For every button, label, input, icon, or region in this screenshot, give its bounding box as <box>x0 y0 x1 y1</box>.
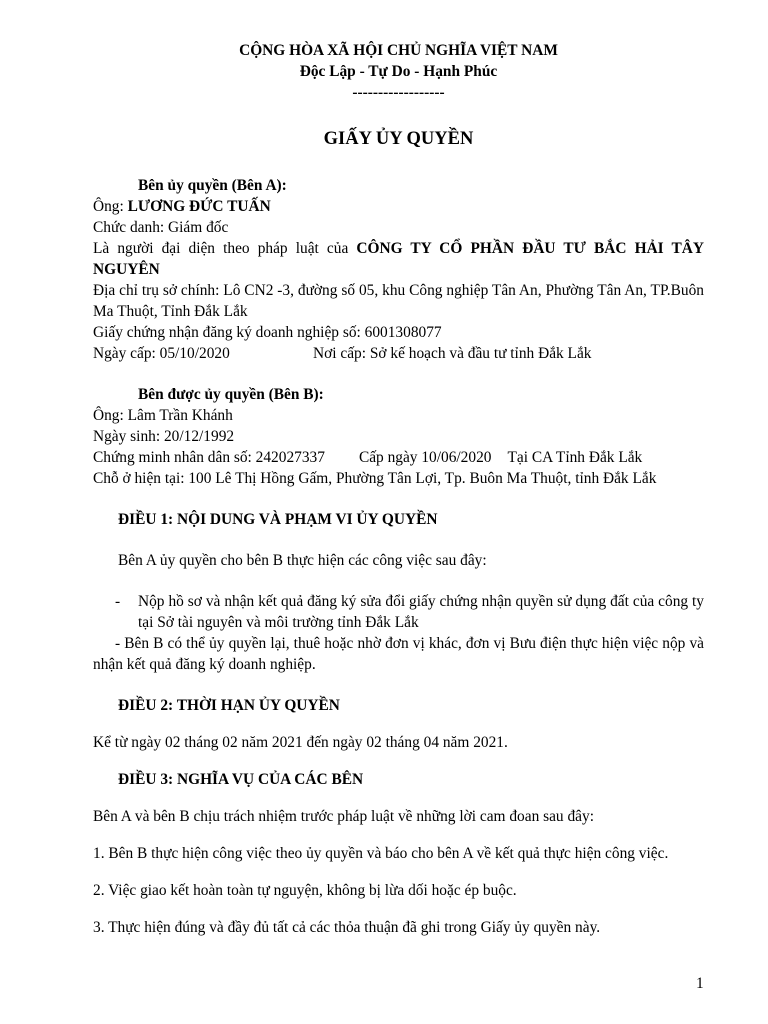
article-1-item-1-text: Nộp hồ sơ và nhận kết quả đăng ký sửa đổi giấy chứng nhận quyền sử dụng đất của công ty tại Sở tài nguyên và môi trường tỉnh Đắk Lắk <box>138 593 704 631</box>
party-a-name-label: Ông: <box>93 198 128 215</box>
party-a-position: Chức danh: Giám đốc <box>93 219 229 236</box>
header-divider: ------------------ <box>352 84 445 101</box>
article-1-item-1 <box>93 591 704 633</box>
party-b-id-date: Cấp ngày 10/06/2020 <box>358 449 492 466</box>
party-b-id-line <box>93 447 704 468</box>
party-a-company: CÔNG TY CỔ PHẦN ĐẦU TƯ BẮC HẢI TÂY NGUYÊN <box>93 240 704 278</box>
party-b-id-no: Chứng minh nhân dân số: 242027337 <box>93 449 325 466</box>
article-1-heading: ĐIỀU 1: NỘI DUNG VÀ PHẠM VI ỦY QUYỀN <box>118 511 438 528</box>
article-2-heading: ĐIỀU 2: THỜI HẠN ỦY QUYỀN <box>118 697 340 714</box>
party-a-issue-place: Nơi cấp: Sở kế hoạch và đầu tư tỉnh Đắk Lắk <box>313 345 592 362</box>
party-a-rep-label: Là người đại diện theo pháp luật của <box>93 240 357 257</box>
article-3-item-2: 2. Việc giao kết hoàn toàn tự nguyện, không bị lừa dối hoặc ép buộc. <box>93 882 517 899</box>
article-1-item-2: - Bên B có thể ủy quyền lại, thuê hoặc nhờ đơn vị khác, đơn vị Bưu điện thực hiện việc nộp và nhận kết quả đăng ký doanh nghiệp. <box>93 635 704 673</box>
party-a-license: Giấy chứng nhận đăng ký doanh nghiệp số: 6001308077 <box>93 324 442 341</box>
party-a-address: Địa chỉ trụ sở chính: Lô CN2 -3, đường số 05, khu Công nghiệp Tân An, Phường Tân An, TP.Buôn Ma Thuột, Tỉnh Đắk Lắk <box>93 282 704 320</box>
party-b-id-place: Tại CA Tỉnh Đắk Lắk <box>507 449 643 466</box>
party-a-representative <box>93 238 704 280</box>
party-b-dob: Ngày sinh: 20/12/1992 <box>93 428 235 445</box>
article-1-intro: Bên A ủy quyền cho bên B thực hiện các công việc sau đây: <box>118 552 487 569</box>
article-3-intro: Bên A và bên B chịu trách nhiệm trước pháp luật về những lời cam đoan sau đây: <box>93 808 594 825</box>
party-b-heading: Bên được ủy quyền (Bên B): <box>138 386 324 403</box>
party-a-name-line <box>93 196 704 217</box>
document-title: GIẤY ỦY QUYỀN <box>323 129 474 149</box>
page-number: 1 <box>696 975 704 992</box>
article-3-item-1: 1. Bên B thực hiện công việc theo ủy quyền và báo cho bên A về kết quả thực hiện công việc. <box>93 845 669 862</box>
national-motto: Độc Lập - Tự Do - Hạnh Phúc <box>299 63 498 80</box>
article-2-text: Kể từ ngày 02 tháng 02 năm 2021 đến ngày 02 tháng 04 năm 2021. <box>93 734 508 751</box>
article-3-heading: ĐIỀU 3: NGHĨA VỤ CỦA CÁC BÊN <box>118 771 364 788</box>
list-dash: - <box>115 593 121 610</box>
party-b-residence: Chỗ ở hiện tại: 100 Lê Thị Hồng Gấm, Phường Tân Lợi, Tp. Buôn Ma Thuột, tỉnh Đắk Lắk <box>93 470 657 487</box>
party-a-heading: Bên ủy quyền (Bên A): <box>138 177 287 194</box>
document-page <box>93 40 704 938</box>
party-a-issue-line <box>93 343 704 364</box>
party-a-issue-date: Ngày cấp: 05/10/2020 <box>93 345 230 362</box>
party-a-name: LƯƠNG ĐỨC TUẤN <box>127 198 271 215</box>
party-b-name: Ông: Lâm Trần Khánh <box>93 407 233 424</box>
national-title: CỘNG HÒA XÃ HỘI CHỦ NGHĨA VIỆT NAM <box>239 42 558 59</box>
article-3-item-3: 3. Thực hiện đúng và đầy đủ tất cả các thỏa thuận đã ghi trong Giấy ủy quyền này. <box>93 919 601 936</box>
